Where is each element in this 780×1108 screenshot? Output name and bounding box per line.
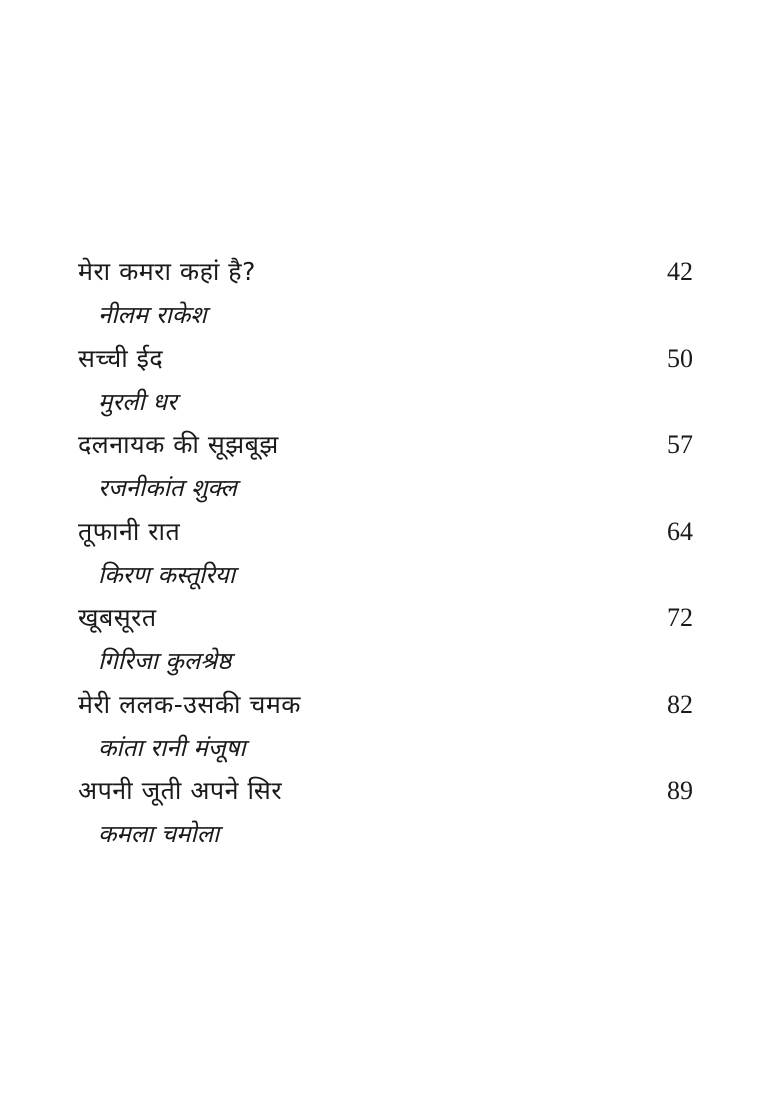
page-number: 72 (667, 603, 693, 632)
toc-title-line (78, 769, 693, 813)
toc-entry (78, 423, 693, 510)
page-number: 50 (667, 343, 693, 373)
toc-title-line (78, 510, 693, 554)
author-name: मुरली धर (98, 387, 177, 416)
author-name: नीलम राकेश (98, 301, 207, 329)
story-title: अपनी जूती अपने सिर (78, 776, 283, 805)
story-title: मेरी ललक-उसकी चमक (78, 689, 301, 719)
story-title: खूबसूरत (78, 603, 157, 632)
author-name: कमला चमोला (98, 820, 220, 848)
page-number: 89 (667, 776, 693, 805)
toc-entry (78, 769, 693, 856)
author-name: किरण कस्तूरिया (98, 560, 236, 589)
toc-title-line (78, 337, 693, 381)
story-title: सच्ची ईद (78, 343, 164, 373)
story-title: दलनायक की सूझबूझ (78, 430, 279, 459)
toc-title-line (78, 683, 693, 727)
toc-title-line (78, 250, 693, 294)
page-number: 42 (667, 257, 693, 286)
toc-entry (78, 596, 693, 683)
page-number: 82 (667, 689, 693, 719)
toc-entry (78, 337, 693, 424)
toc-title-line (78, 423, 693, 467)
story-title: तूफानी रात (78, 516, 181, 546)
author-name: कांता रानी मंजूषा (98, 733, 246, 762)
author-name: रजनीकांत शुक्ल (98, 474, 237, 502)
toc-entry (78, 250, 693, 337)
toc-entry (78, 683, 693, 770)
story-title: मेरा कमरा कहां है? (78, 257, 256, 286)
toc-entry (78, 510, 693, 597)
toc-title-line (78, 596, 693, 640)
author-name: गिरिजा कुलश्रेष्ठ (98, 647, 232, 675)
page-number: 57 (667, 430, 693, 459)
table-of-contents (78, 250, 693, 856)
page-number: 64 (667, 516, 693, 546)
